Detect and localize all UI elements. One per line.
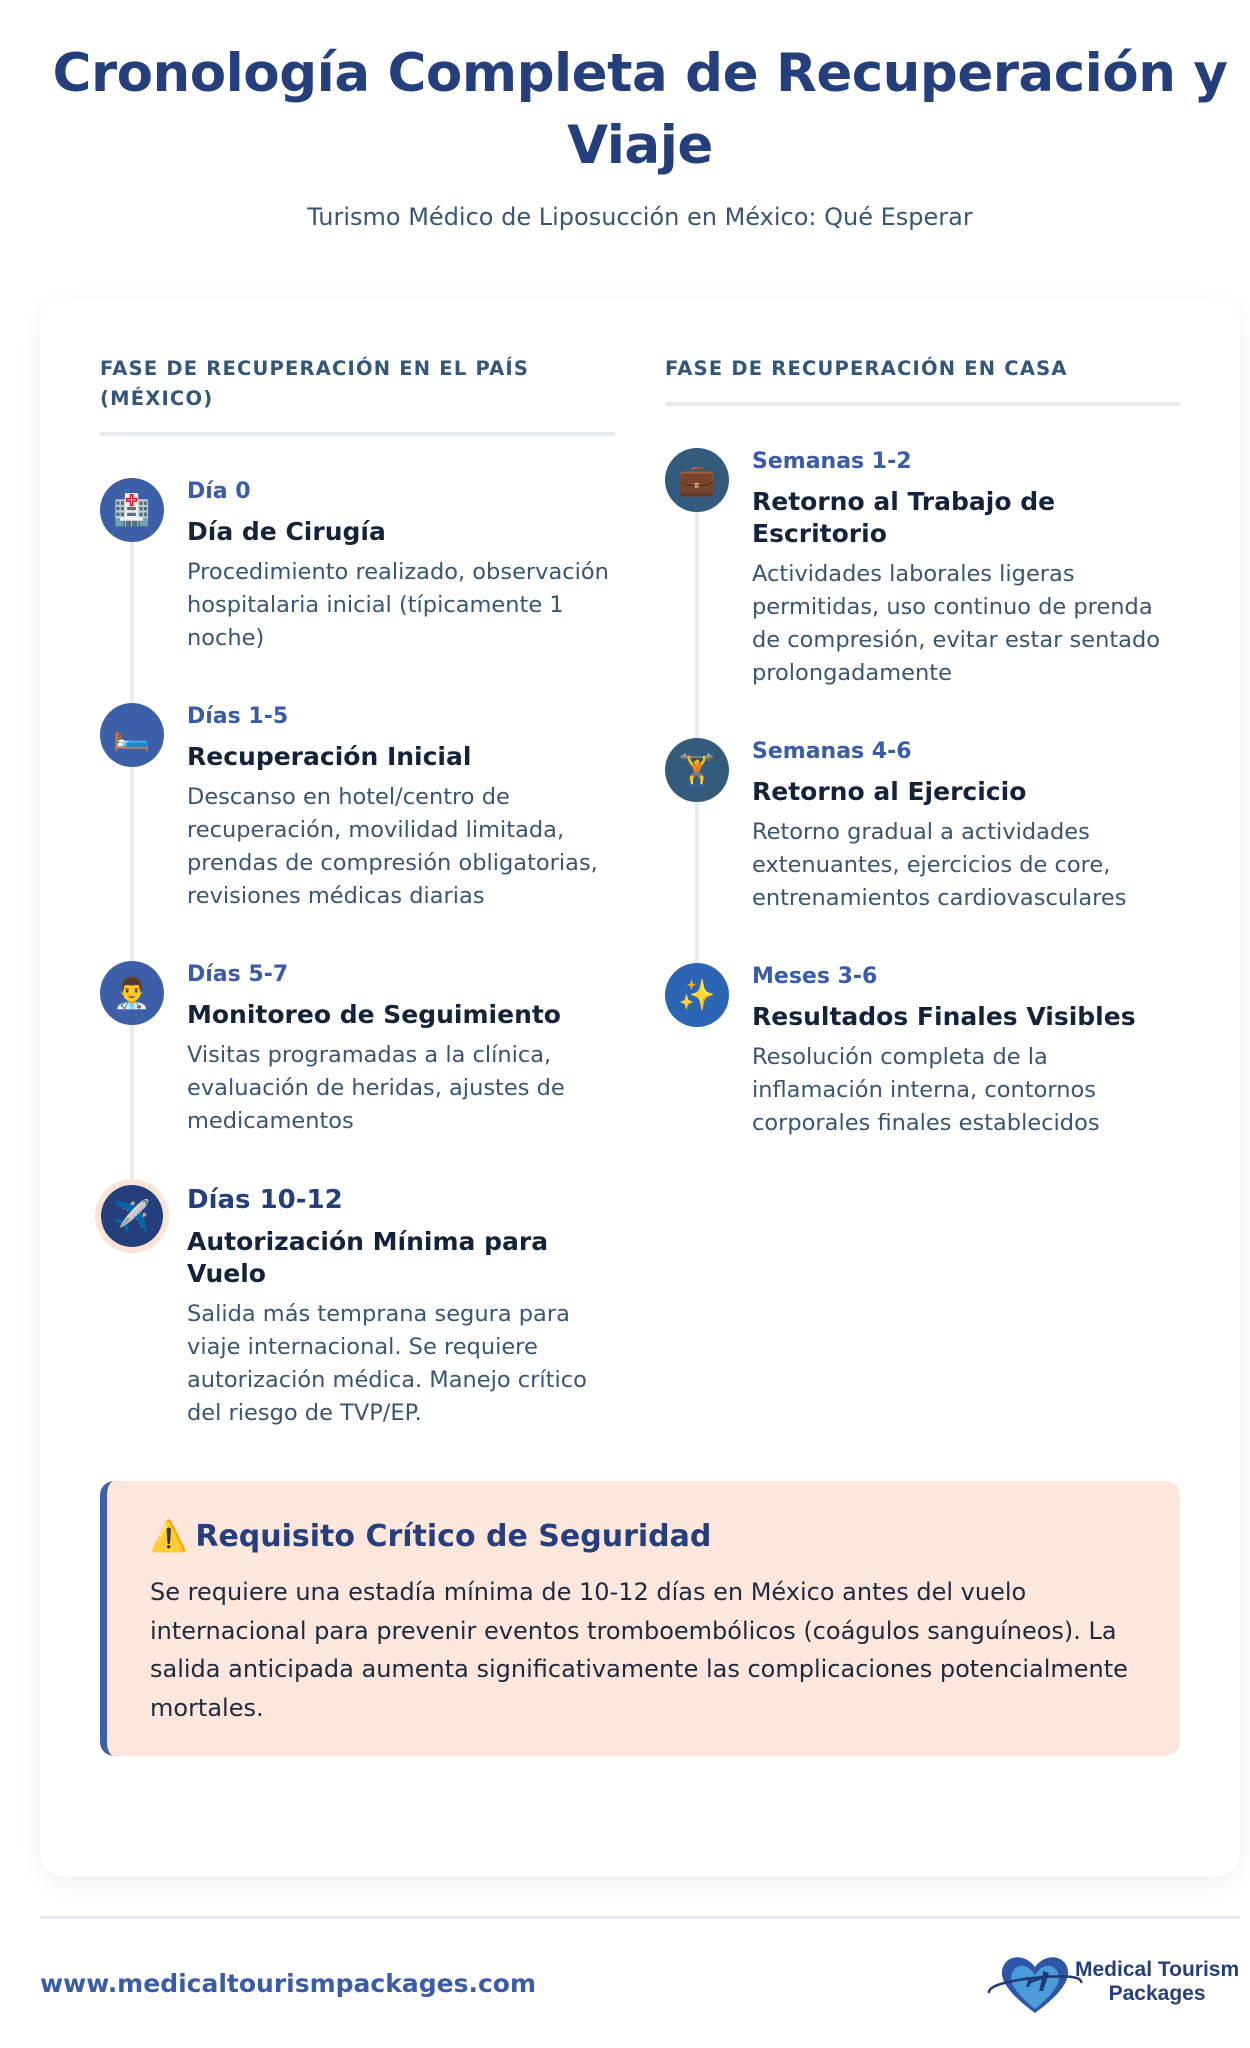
at-home-heading: FASE DE RECUPERACIÓN EN CASA <box>665 354 1180 406</box>
warning-icon: ⚠️ <box>150 1519 188 1554</box>
timeline-title: Retorno al Trabajo de Escritorio <box>752 487 1056 548</box>
alert-title: Requisito Crítico de Seguridad <box>195 1519 712 1554</box>
logo-text <box>1075 1958 1239 2006</box>
footer-divider <box>40 1916 1240 1919</box>
page-title: Cronología Completa de Recuperación y Viaje <box>52 43 1228 176</box>
weightlifter-icon: 🏋️ <box>665 738 729 802</box>
doctor-icon: 👨‍⚕️ <box>100 961 164 1025</box>
timeline-title: Resultados Finales Visibles <box>752 1002 1136 1031</box>
at-home-phase <box>665 354 1180 1184</box>
logo-line-1: Medical Tourism <box>1075 1958 1240 1981</box>
alert-heading <box>150 1517 1136 1557</box>
timeline-title: Recuperación Inicial <box>187 742 472 771</box>
logo-line-2: Packages <box>1108 1982 1206 2005</box>
in-country-heading: FASE DE RECUPERACIÓN EN EL PAÍS (MÉXICO) <box>100 354 615 436</box>
timeline-title: Día de Cirugía <box>187 517 386 546</box>
timeline-time: Días 10-12 <box>187 1185 343 1215</box>
alert-text: Se requiere una estadía mínima de 10-12 días en México antes del vuelo internacional para prevenir eventos tromboembólicos (coágulos sanguíneos). La salida anticipada aumenta significativamente las complicaciones potencialmente mortales. <box>150 1578 1128 1722</box>
timeline-desc: Retorno gradual a actividades extenuantes, ejercicios de core, entrenamientos cardiovasculares <box>752 819 1127 911</box>
bed-icon: 🛏️ <box>100 703 164 767</box>
timeline-time: Meses 3-6 <box>752 964 878 989</box>
timeline-connector <box>130 1025 134 1186</box>
timeline-card <box>40 298 1240 1877</box>
timeline-connector <box>695 802 699 963</box>
timeline-desc: Resolución completa de la inflamación interna, contornos corporales finales establecidos <box>752 1044 1100 1136</box>
safety-alert <box>100 1481 1180 1756</box>
briefcase-icon: 💼 <box>665 448 729 512</box>
heart-plane-logo-icon <box>985 1947 1085 2017</box>
timeline-time: Días 1-5 <box>187 704 289 729</box>
timeline-title: Autorización Mínima para Vuelo <box>187 1227 549 1288</box>
in-country-phase <box>100 354 615 1474</box>
timeline-connector <box>130 767 134 961</box>
timeline-item <box>100 703 615 957</box>
timeline-desc: Actividades laborales ligeras permitidas, uso continuo de prenda de compresión, evitar estar sentado prolongadamente <box>752 561 1160 686</box>
timeline-time: Día 0 <box>187 479 251 504</box>
timeline-desc: Visitas programadas a la clínica, evaluación de heridas, ajustes de medicamentos <box>187 1042 565 1134</box>
timeline-item <box>665 738 1180 959</box>
timeline-item-critical <box>100 1184 615 1474</box>
timeline-time: Semanas 1-2 <box>752 449 912 474</box>
timeline-item <box>100 961 615 1182</box>
sparkles-icon: ✨ <box>665 963 729 1027</box>
timeline-connector <box>695 512 699 738</box>
hospital-icon: 🏥 <box>100 478 164 542</box>
timeline-time: Días 5-7 <box>187 962 289 987</box>
timeline-item <box>665 448 1180 734</box>
timeline-desc: Salida más temprana segura para viaje internacional. Se requiere autorización médica. Manejo crítico del riesgo de TVP/EP. <box>187 1301 587 1426</box>
timeline-item <box>100 478 615 699</box>
timeline-connector <box>130 542 134 703</box>
timeline-desc: Descanso en hotel/centro de recuperación, movilidad limitada, prendas de compresión obligatorias, revisiones médicas diarias <box>187 784 598 909</box>
at-home-timeline <box>665 448 1180 1184</box>
page-subtitle: Turismo Médico de Liposucción en México: Qué Esperar <box>307 203 973 231</box>
timeline-title: Retorno al Ejercicio <box>752 777 1027 806</box>
airplane-icon: ✈️ <box>101 1185 163 1247</box>
timeline-title: Monitoreo de Seguimiento <box>187 1000 561 1029</box>
timeline-time: Semanas 4-6 <box>752 739 912 764</box>
in-country-timeline <box>100 478 615 1474</box>
timeline-desc: Procedimiento realizado, observación hospitalaria inicial (típicamente 1 noche) <box>187 559 609 651</box>
brand-logo <box>985 1942 1245 2022</box>
timeline-item <box>665 963 1180 1184</box>
website-link[interactable]: www.medicaltourismpackages.com <box>40 1969 537 1998</box>
